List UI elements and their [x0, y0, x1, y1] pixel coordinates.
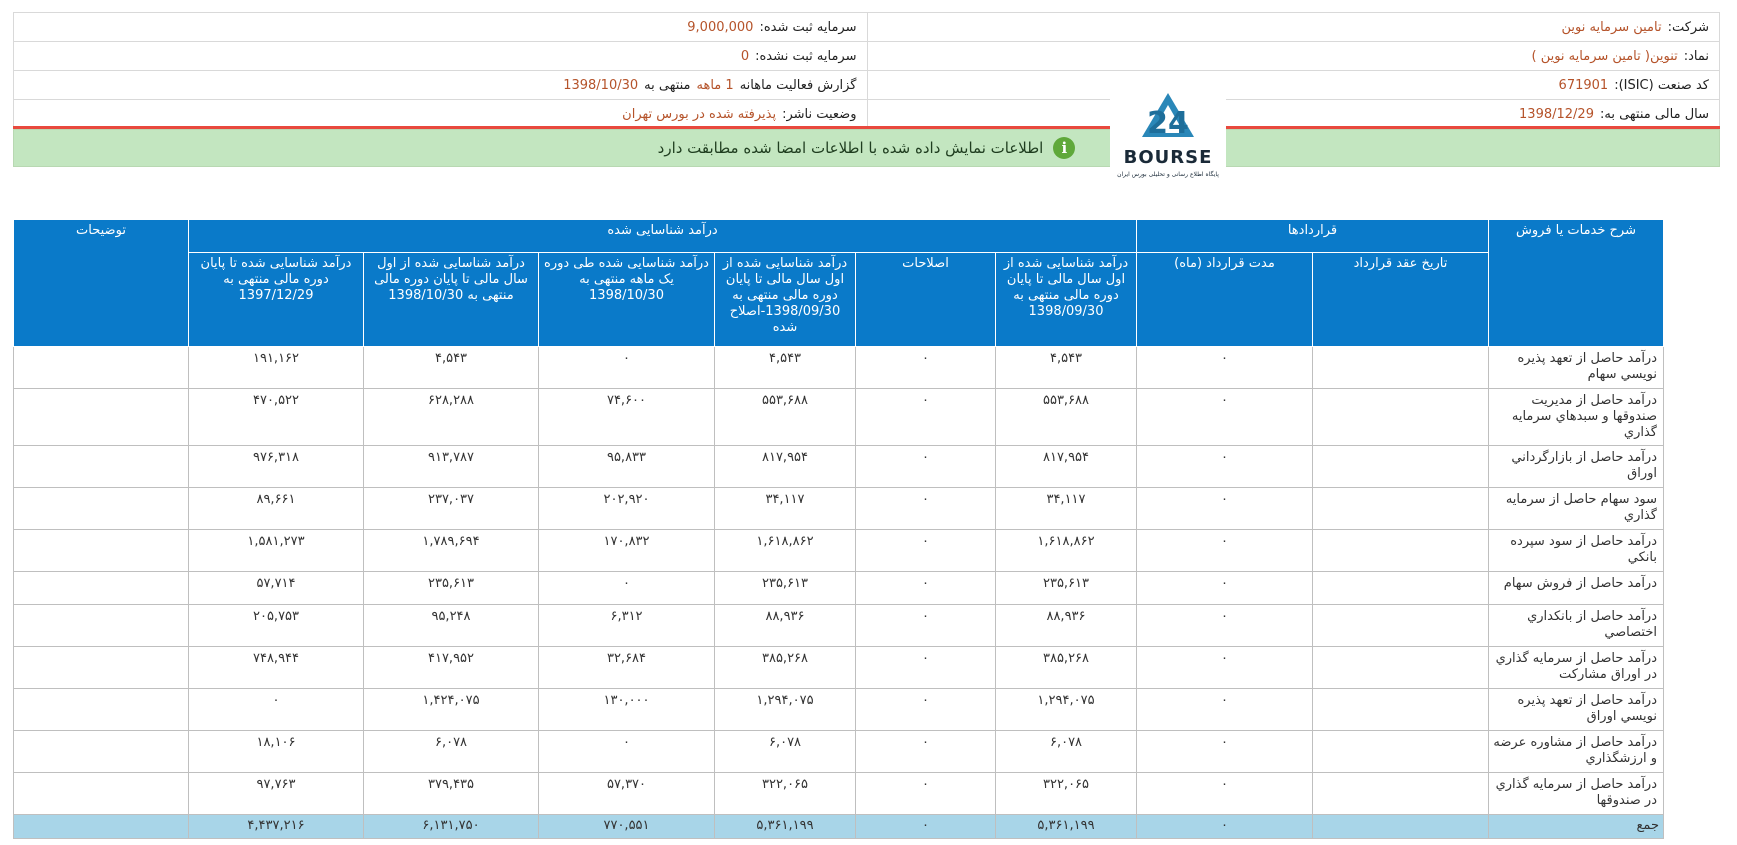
- cell-notes: [14, 446, 189, 488]
- capital-unregistered-value: 0: [740, 48, 750, 64]
- cell-prev: ۲۳۵,۶۱۳: [996, 572, 1137, 605]
- cell-month: ۱۳۰,۰۰۰: [539, 689, 715, 731]
- cell-month: ۲۰۲,۹۲۰: [539, 488, 715, 530]
- table-row: [14, 347, 1664, 389]
- header-row-4: [14, 100, 1719, 128]
- cell-month: ۰: [539, 572, 715, 605]
- publisher-status-value: پذیرفته شده در بورس تهران: [622, 106, 777, 122]
- cell-duration: ۰: [1137, 815, 1313, 839]
- cell-notes: [14, 488, 189, 530]
- cell-date: [1313, 647, 1489, 689]
- cell-date: [1313, 389, 1489, 446]
- symbol-label: نماد:: [1683, 48, 1709, 64]
- cell-ytd: ۱,۷۸۹,۶۹۴: [364, 530, 539, 572]
- capital-unregistered-cell: [14, 42, 867, 70]
- cell-corrected: ۶,۰۷۸: [715, 731, 856, 773]
- symbol-cell: [867, 42, 1720, 70]
- cell-last: ۴,۴۳۷,۲۱۶: [189, 815, 364, 839]
- isic-label: کد صنعت (ISIC):: [1614, 77, 1709, 93]
- cell-duration: ۰: [1137, 572, 1313, 605]
- cell-ytd: ۲۳۷,۰۳۷: [364, 488, 539, 530]
- revenue-table: [13, 219, 1664, 839]
- cell-ytd: ۳۷۹,۴۳۵: [364, 773, 539, 815]
- cell-prev: ۳۸۵,۲۶۸: [996, 647, 1137, 689]
- cell-month: ۰: [539, 347, 715, 389]
- bourse24-logo: [1110, 75, 1226, 187]
- cell-corr: ۰: [856, 389, 996, 446]
- table-row: [14, 389, 1664, 446]
- cell-date: [1313, 572, 1489, 605]
- banner-text: اطلاعات نمایش داده شده با اطلاعات امضا شده مطابقت دارد: [657, 139, 1044, 157]
- cell-corrected: ۴,۵۴۳: [715, 347, 856, 389]
- cell-ytd: ۴,۵۴۳: [364, 347, 539, 389]
- cell-corrected: ۳۲۲,۰۶۵: [715, 773, 856, 815]
- cell-desc: درآمد حاصل از تعهد پذیره نویسي اوراق: [1489, 689, 1664, 731]
- table-row: [14, 488, 1664, 530]
- cell-date: [1313, 605, 1489, 647]
- company-label: شرکت:: [1667, 19, 1709, 35]
- cell-corr: ۰: [856, 446, 996, 488]
- cell-notes: [14, 530, 189, 572]
- cell-corrected: ۱,۲۹۴,۰۷۵: [715, 689, 856, 731]
- cell-month: ۷۴,۶۰۰: [539, 389, 715, 446]
- cell-notes: [14, 689, 189, 731]
- bourse24-logo-graphic: [1110, 75, 1226, 187]
- cell-corr: ۰: [856, 488, 996, 530]
- col-rev-ytd: درآمد شناسایی شده از اول سال مالی تا پایان دوره مالی منتهی به 1398/10/30: [364, 253, 539, 347]
- cell-prev: ۱,۲۹۴,۰۷۵: [996, 689, 1137, 731]
- cell-last: ۲۰۵,۷۵۳: [189, 605, 364, 647]
- header-row-1: [14, 13, 1719, 42]
- table-row: [14, 773, 1664, 815]
- logo-word: BOURSE: [1123, 147, 1213, 168]
- report-header: [13, 12, 1720, 129]
- cell-corrected: ۸۸,۹۳۶: [715, 605, 856, 647]
- cell-corr: ۰: [856, 773, 996, 815]
- cell-duration: ۰: [1137, 647, 1313, 689]
- col-corrections: اصلاحات: [856, 253, 996, 347]
- cell-prev: ۶,۰۷۸: [996, 731, 1137, 773]
- cell-desc: سود سهام حاصل از سرمایه گذاري: [1489, 488, 1664, 530]
- fiscal-year-value: 1398/12/29: [1519, 106, 1594, 122]
- table-row: [14, 689, 1664, 731]
- cell-notes: [14, 605, 189, 647]
- cell-corrected: ۵,۳۶۱,۱۹۹: [715, 815, 856, 839]
- cell-prev: ۸۸,۹۳۶: [996, 605, 1137, 647]
- cell-notes: [14, 389, 189, 446]
- logo-number: 24: [1147, 106, 1189, 141]
- col-service-header: شرح خدمات یا فروش: [1489, 220, 1664, 347]
- capital-registered-cell: [14, 13, 867, 41]
- signed-info-banner: [13, 129, 1720, 167]
- info-icon: i: [1053, 137, 1075, 159]
- cell-corr: ۰: [856, 572, 996, 605]
- cell-desc: جمع: [1489, 815, 1664, 839]
- cell-prev: ۱,۶۱۸,۸۶۲: [996, 530, 1137, 572]
- fiscal-year-label: سال مالی منتهی به:: [1599, 106, 1709, 122]
- cell-desc: درآمد حاصل از فروش سهام: [1489, 572, 1664, 605]
- cell-desc: درآمد حاصل از سود سپرده بانکي: [1489, 530, 1664, 572]
- cell-corrected: ۵۵۳,۶۸۸: [715, 389, 856, 446]
- company-cell: [867, 13, 1720, 41]
- cell-month: ۷۷۰,۵۵۱: [539, 815, 715, 839]
- publisher-status-cell: [14, 100, 867, 128]
- cell-notes: [14, 731, 189, 773]
- cell-desc: درآمد حاصل از سرمایه گذاري در صندوقها: [1489, 773, 1664, 815]
- cell-corr: ۰: [856, 605, 996, 647]
- cell-corrected: ۳۴,۱۱۷: [715, 488, 856, 530]
- col-contract-duration: مدت قرارداد (ماه): [1137, 253, 1313, 347]
- cell-corr: ۰: [856, 689, 996, 731]
- symbol-value: تنوین( تامین سرمایه نوین ): [1531, 48, 1678, 64]
- report-cell: [14, 71, 867, 99]
- cell-prev: ۴,۵۴۳: [996, 347, 1137, 389]
- table-row: [14, 572, 1664, 605]
- revenue-table-body: [14, 347, 1664, 839]
- cell-duration: ۰: [1137, 446, 1313, 488]
- cell-last: ۹۷۶,۳۱۸: [189, 446, 364, 488]
- publisher-status-label: وضعیت ناشر:: [782, 106, 857, 122]
- capital-unregistered-label: سرمایه ثبت نشده:: [755, 48, 857, 64]
- cell-ytd: ۲۳۵,۶۱۳: [364, 572, 539, 605]
- capital-registered-value: 9,000,000: [687, 19, 754, 35]
- cell-month: ۹۵,۸۳۳: [539, 446, 715, 488]
- cell-notes: [14, 347, 189, 389]
- cell-date: [1313, 689, 1489, 731]
- cell-date: [1313, 446, 1489, 488]
- cell-corrected: ۲۳۵,۶۱۳: [715, 572, 856, 605]
- cell-corrected: ۱,۶۱۸,۸۶۲: [715, 530, 856, 572]
- isic-cell: [867, 71, 1720, 99]
- cell-notes: [14, 572, 189, 605]
- fiscal-year-cell: [867, 100, 1720, 128]
- cell-last: ۱۸,۱۰۶: [189, 731, 364, 773]
- cell-desc: درآمد حاصل از تعهد پذیره نویسي سهام: [1489, 347, 1664, 389]
- cell-ytd: ۱,۴۲۴,۰۷۵: [364, 689, 539, 731]
- cell-date: [1313, 530, 1489, 572]
- cell-corr: ۰: [856, 347, 996, 389]
- cell-date: [1313, 815, 1489, 839]
- cell-ytd: ۶,۰۷۸: [364, 731, 539, 773]
- cell-prev: ۵,۳۶۱,۱۹۹: [996, 815, 1137, 839]
- cell-corrected: ۸۱۷,۹۵۴: [715, 446, 856, 488]
- cell-corr: ۰: [856, 731, 996, 773]
- cell-desc: درآمد حاصل از مشاوره عرضه و ارزشگذاري: [1489, 731, 1664, 773]
- cell-month: ۰: [539, 731, 715, 773]
- table-row: [14, 530, 1664, 572]
- cell-duration: ۰: [1137, 389, 1313, 446]
- col-contract-date: تاریخ عقد قرارداد: [1313, 253, 1489, 347]
- total-row: [14, 815, 1664, 839]
- cell-date: [1313, 488, 1489, 530]
- cell-desc: درآمد حاصل از بازارگرداني اوراق: [1489, 446, 1664, 488]
- cell-last: ۰: [189, 689, 364, 731]
- cell-ytd: ۹۱۳,۷۸۷: [364, 446, 539, 488]
- cell-prev: ۸۱۷,۹۵۴: [996, 446, 1137, 488]
- cell-last: ۵۷,۷۱۴: [189, 572, 364, 605]
- cell-desc: درآمد حاصل از سرمایه گذاري در اوراق مشارکت: [1489, 647, 1664, 689]
- report-months: 1 ماهه: [696, 77, 734, 93]
- cell-desc: درآمد حاصل از مدیریت صندوقها و سبدهاي سرمایه گذاري: [1489, 389, 1664, 446]
- isic-value: 671901: [1558, 77, 1609, 93]
- cell-date: [1313, 347, 1489, 389]
- table-row: [14, 647, 1664, 689]
- cell-ytd: ۴۱۷,۹۵۲: [364, 647, 539, 689]
- cell-ytd: ۶,۱۳۱,۷۵۰: [364, 815, 539, 839]
- table-row: [14, 446, 1664, 488]
- cell-corr: ۰: [856, 647, 996, 689]
- report-label-mid: منتهی به: [644, 77, 691, 93]
- cell-month: ۵۷,۳۷۰: [539, 773, 715, 815]
- col-rev-last-year: درآمد شناسایی شده تا پایان دوره مالی منتهی به 1397/12/29: [189, 253, 364, 347]
- col-rev-prev: درآمد شناسایی شده از اول سال مالی تا پایان دوره مالی منتهی به 1398/09/30: [996, 253, 1137, 347]
- cell-prev: ۳۲۲,۰۶۵: [996, 773, 1137, 815]
- header-row-2: [14, 42, 1719, 71]
- cell-date: [1313, 773, 1489, 815]
- cell-last: ۱۹۱,۱۶۲: [189, 347, 364, 389]
- cell-notes: [14, 773, 189, 815]
- cell-notes: [14, 647, 189, 689]
- cell-corr: ۰: [856, 530, 996, 572]
- col-contracts-header: قراردادها: [1137, 220, 1489, 253]
- report-label-pre: گزارش فعالیت ماهانه: [739, 77, 857, 93]
- cell-duration: ۰: [1137, 488, 1313, 530]
- cell-last: ۴۷۰,۵۲۲: [189, 389, 364, 446]
- col-revenue-header: درآمد شناسایی شده: [189, 220, 1137, 253]
- table-row: [14, 605, 1664, 647]
- cell-last: ۱,۵۸۱,۲۷۳: [189, 530, 364, 572]
- cell-duration: ۰: [1137, 731, 1313, 773]
- col-rev-corrected: درآمد شناسایی شده از اول سال مالی تا پایان دوره مالی منتهی به 1398/09/30-اصلاح شده: [715, 253, 856, 347]
- cell-month: ۱۷۰,۸۳۲: [539, 530, 715, 572]
- cell-last: ۷۴۸,۹۴۴: [189, 647, 364, 689]
- cell-last: ۸۹,۶۶۱: [189, 488, 364, 530]
- cell-corr: ۰: [856, 815, 996, 839]
- cell-duration: ۰: [1137, 347, 1313, 389]
- cell-duration: ۰: [1137, 530, 1313, 572]
- cell-desc: درآمد حاصل از بانکداري اختصاصي: [1489, 605, 1664, 647]
- company-value: تامین سرمایه نوین: [1561, 19, 1662, 35]
- cell-ytd: ۶۲۸,۲۸۸: [364, 389, 539, 446]
- header-row-3: [14, 71, 1719, 100]
- logo-tagline: پایگاه اطلاع رسانی و تحلیلی بورس ایران: [1117, 171, 1219, 178]
- col-rev-month: درآمد شناسایی شده طی دوره یک ماهه منتهی به 1398/10/30: [539, 253, 715, 347]
- report-date: 1398/10/30: [563, 77, 639, 93]
- cell-notes: [14, 815, 189, 839]
- cell-ytd: ۹۵,۲۴۸: [364, 605, 539, 647]
- cell-prev: ۵۵۳,۶۸۸: [996, 389, 1137, 446]
- cell-month: ۶,۳۱۲: [539, 605, 715, 647]
- cell-duration: ۰: [1137, 689, 1313, 731]
- cell-duration: ۰: [1137, 605, 1313, 647]
- cell-corrected: ۳۸۵,۲۶۸: [715, 647, 856, 689]
- col-notes-header: توضیحات: [14, 220, 189, 347]
- cell-month: ۳۲,۶۸۴: [539, 647, 715, 689]
- cell-last: ۹۷,۷۶۳: [189, 773, 364, 815]
- cell-duration: ۰: [1137, 773, 1313, 815]
- table-row: [14, 731, 1664, 773]
- cell-date: [1313, 731, 1489, 773]
- cell-prev: ۳۴,۱۱۷: [996, 488, 1137, 530]
- capital-registered-label: سرمایه ثبت شده:: [759, 19, 857, 35]
